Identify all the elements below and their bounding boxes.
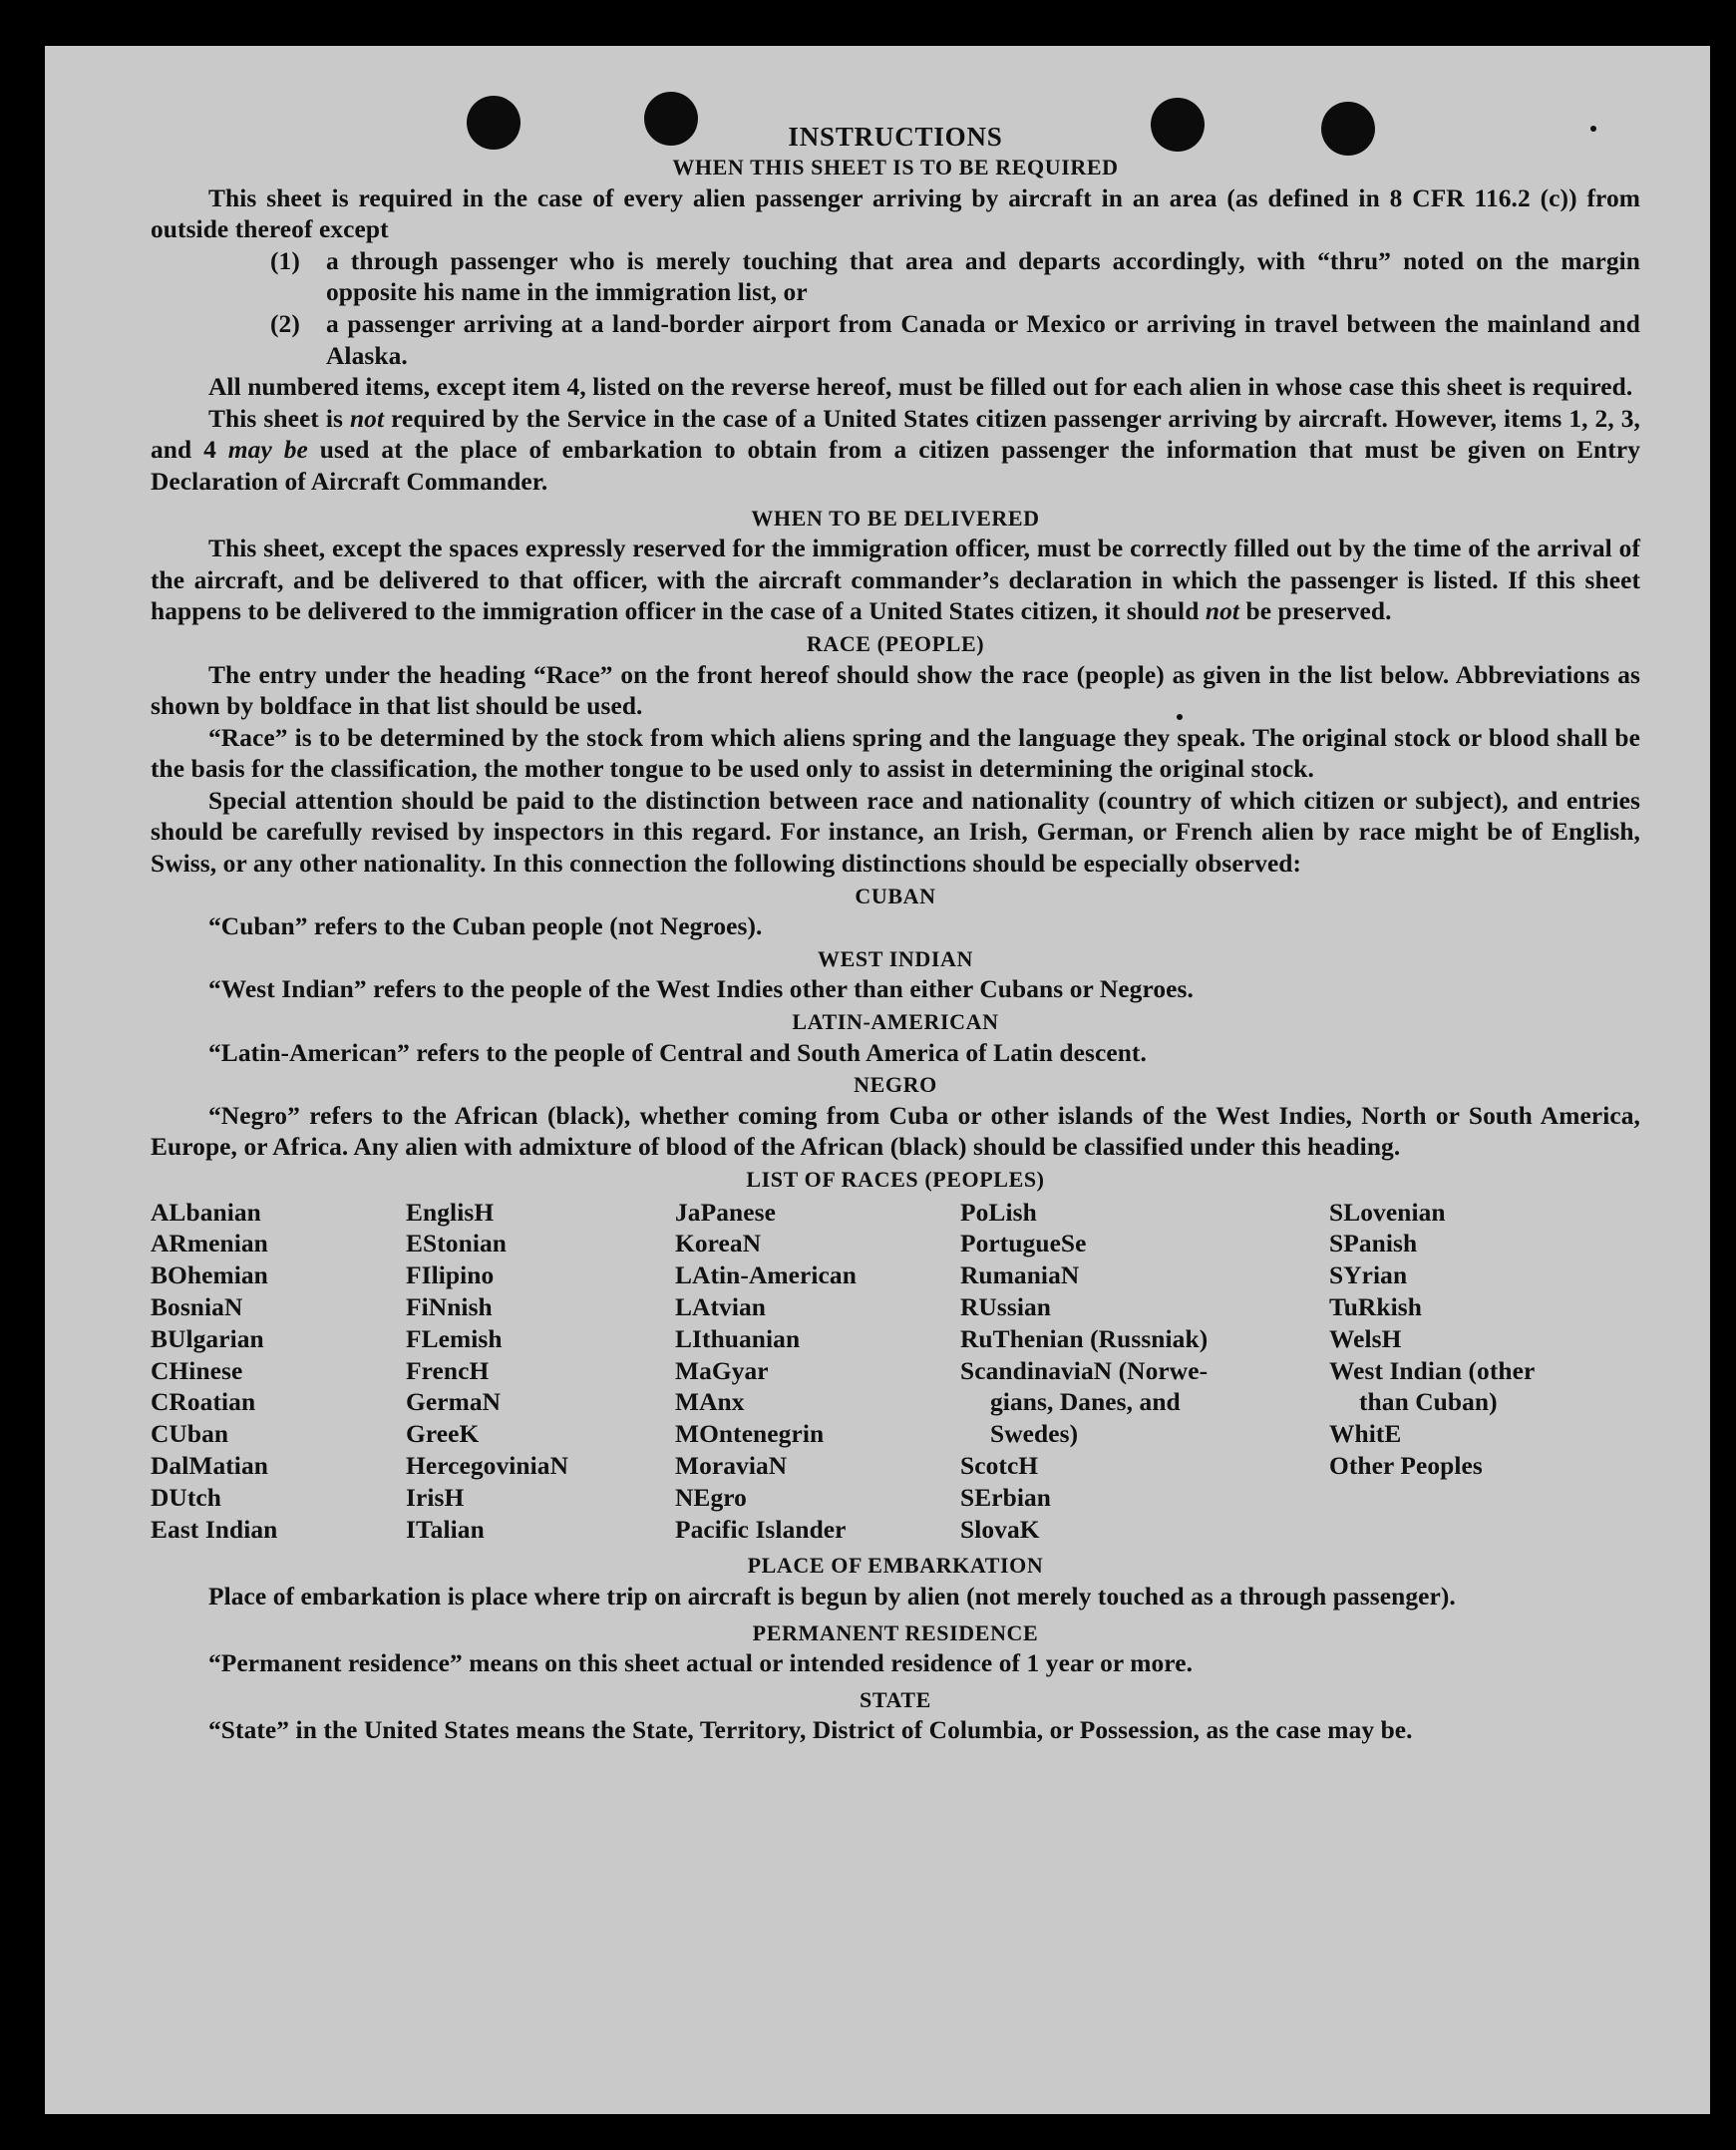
race-entry: DalMatian (151, 1451, 268, 1480)
race-entry: FIlipino (406, 1261, 495, 1290)
race-entry: GreeK (406, 1420, 480, 1449)
race-entry: MOntenegrin (675, 1420, 825, 1449)
race-entry: SPanish (1329, 1230, 1418, 1258)
races-table (151, 1198, 1640, 1547)
race-entry: EnglisH (406, 1198, 495, 1227)
subheading-cuban: CUBAN (855, 883, 936, 908)
race-entry: ScandinaviaN (Norwe- (960, 1356, 1209, 1385)
item-text: a through passenger who is merely touching that area and departs accordingly, with “thru” noted on the margin opposite his name in the immigration list, or (326, 246, 1640, 307)
subheading-latin-american: LATIN-AMERICAN (792, 1009, 999, 1035)
subheading-west-indian: WEST INDIAN (818, 945, 973, 971)
races-column (960, 1198, 1329, 1547)
section-heading-permanent-residence: PERMANENT RESIDENCE (752, 1619, 1039, 1645)
paragraph: This sheet is required in the case of every alien passenger arriving by aircraft in an area (as defined in 8 CFR 116.2 (c)) from outside thereof except (151, 183, 1640, 244)
paragraph: “State” in the United States means the State, Territory, District of Columbia, or Possession, as the case may be. (208, 1716, 1413, 1745)
race-entry-continued: Swedes) (990, 1420, 1079, 1449)
race-entry: FrencH (406, 1356, 490, 1385)
text-run: used at the place of embarkation to obtain from a citizen passenger the information that must be given on Entry Declaration of Aircraft Commander. (151, 436, 1640, 496)
race-entry: TuRkish (1329, 1292, 1422, 1321)
item-number: (1) (270, 246, 300, 275)
section-heading-when-required: WHEN THIS SHEET IS TO BE REQUIRED (672, 155, 1119, 179)
document-sheet (45, 46, 1710, 2114)
item-number: (2) (270, 309, 300, 338)
race-entry: HercegoviniaN (406, 1451, 569, 1480)
races-column (1329, 1198, 1640, 1547)
paragraph: “Negro” refers to the African (black), whether coming from Cuba or other islands of the West Indies, North or South America, Europe, or Africa. Any alien with admixture of blood of the African (black) should be classified under this heading. (151, 1101, 1640, 1162)
paragraph: “Latin-American” refers to the people of Central and South America of Latin descent. (208, 1038, 1147, 1067)
race-entry: ARmenian (151, 1230, 268, 1258)
section-heading-race: RACE (PEOPLE) (806, 630, 985, 656)
race-entry: Pacific Islander (675, 1515, 847, 1544)
paragraph: The entry under the heading “Race” on the front hereof should show the race (people) as given in the list below. Abbreviations as shown by boldface in that list should be used. (151, 660, 1640, 721)
race-entry: MAnx (675, 1388, 745, 1417)
race-entry: BosniaN (151, 1292, 243, 1321)
races-column (151, 1198, 406, 1547)
subheading-negro: NEGRO (854, 1072, 937, 1098)
race-entry: PortugueSe (960, 1230, 1087, 1258)
race-entry: West Indian (other (1329, 1356, 1536, 1385)
races-column (406, 1198, 675, 1547)
text-run: This sheet, except the spaces expressly reserved for the immigration officer, must be correctly filled out by the time of the arrival of the aircraft, and be delivered to that officer, with the aircraft commander’s declaration in which the passenger is listed. If this sheet happens to be delivered to the immigration officer in the case of a United States citizen, it should (151, 535, 1640, 626)
race-entry-continued: gians, Danes, and (990, 1388, 1181, 1417)
race-entry: LAtvian (675, 1292, 766, 1321)
race-entry: PoLish (960, 1198, 1037, 1227)
race-entry: SYrian (1329, 1261, 1408, 1290)
section-heading-state: STATE (860, 1686, 931, 1712)
section-heading-list-of-races: LIST OF RACES (PEOPLES) (746, 1167, 1045, 1192)
race-entry: ScotcH (960, 1451, 1039, 1480)
race-entry: MaGyar (675, 1356, 769, 1385)
race-entry: RumaniaN (960, 1261, 1080, 1290)
races-column (675, 1198, 960, 1547)
race-entry: Other Peoples (1329, 1451, 1483, 1480)
race-entry: GermaN (406, 1388, 502, 1417)
race-entry: LIthuanian (675, 1324, 801, 1353)
text-run: This sheet is (208, 404, 350, 433)
race-entry: NEgro (675, 1483, 747, 1512)
item-text: a passenger arriving at a land-border airport from Canada or Mexico or arriving in travel between the mainland and Alaska. (326, 309, 1640, 370)
race-entry: CUban (151, 1420, 229, 1449)
race-entry: CHinese (151, 1356, 243, 1385)
race-entry: BOhemian (151, 1261, 268, 1290)
race-entry: BUlgarian (151, 1324, 264, 1353)
race-entry: CRoatian (151, 1388, 256, 1417)
race-entry: East Indian (151, 1515, 278, 1544)
race-entry: ITalian (406, 1515, 485, 1544)
main-heading: INSTRUCTIONS (788, 122, 1003, 152)
race-entry: LAtin-American (675, 1261, 857, 1290)
emphasis: not (1205, 597, 1240, 626)
race-entry: JaPanese (675, 1198, 776, 1227)
paragraph: Place of embarkation is place where trip on aircraft is begun by alien (not merely touched as a through passenger). (208, 1582, 1456, 1611)
list-item (270, 246, 1640, 309)
section-heading-place-of-embarkation: PLACE OF EMBARKATION (747, 1553, 1044, 1579)
paragraph: “Race” is to be determined by the stock from which aliens spring and the language they speak. The original stock or blood shall be the basis for the classification, the mother tongue to be used only to assist in determining the original stock. (151, 723, 1640, 784)
instructions-content (151, 122, 1640, 1747)
paragraph: “Cuban” refers to the Cuban people (not Negroes). (208, 912, 763, 941)
race-entry: FLemish (406, 1324, 503, 1353)
paragraph (151, 404, 1640, 499)
race-entry: RUssian (960, 1292, 1052, 1321)
paragraph: “West Indian” refers to the people of the West Indies other than either Cubans or Negroes. (208, 975, 1194, 1004)
race-entry: WhitE (1329, 1420, 1402, 1449)
race-entry: SlovaK (960, 1515, 1040, 1544)
race-entry: SLovenian (1329, 1198, 1446, 1227)
race-entry: MoraviaN (675, 1451, 788, 1480)
paragraph (151, 534, 1640, 628)
emphasis: not (349, 404, 385, 433)
race-entry: SErbian (960, 1483, 1052, 1512)
paragraph: All numbered items, except item 4, listed on the reverse hereof, must be filled out for each alien in whose case this sheet is required. (208, 373, 1633, 402)
race-entry: EStonian (406, 1230, 507, 1258)
race-entry: RuThenian (Russniak) (960, 1324, 1209, 1353)
race-entry: WelsH (1329, 1324, 1402, 1353)
section-heading-when-delivered: WHEN TO BE DELIVERED (751, 505, 1040, 531)
race-entry-continued: than Cuban) (1359, 1388, 1498, 1417)
race-entry: DUtch (151, 1483, 222, 1512)
race-entry: FiNnish (406, 1292, 493, 1321)
list-item (270, 309, 1640, 372)
paragraph: “Permanent residence” means on this sheet actual or intended residence of 1 year or more. (208, 1649, 1194, 1678)
race-entry: IrisH (406, 1483, 465, 1512)
race-entry: ALbanian (151, 1198, 261, 1227)
emphasis: may be (227, 436, 308, 465)
paragraph: Special attention should be paid to the distinction between race and nationality (country of which citizen or subject), and entries should be carefully revised by inspectors in this regard. For instance, an Irish, German, or French alien by race might be of English, Swiss, or any other nationality. In this connection the following distinctions should be especially observed: (151, 786, 1640, 879)
text-run: required by the Service in the case of a United States citizen passenger arriving by aircraft. However, items 1, 2, 3, and 4 (151, 404, 1640, 465)
race-entry: KoreaN (675, 1230, 762, 1258)
text-run: be preserved. (1239, 597, 1392, 626)
